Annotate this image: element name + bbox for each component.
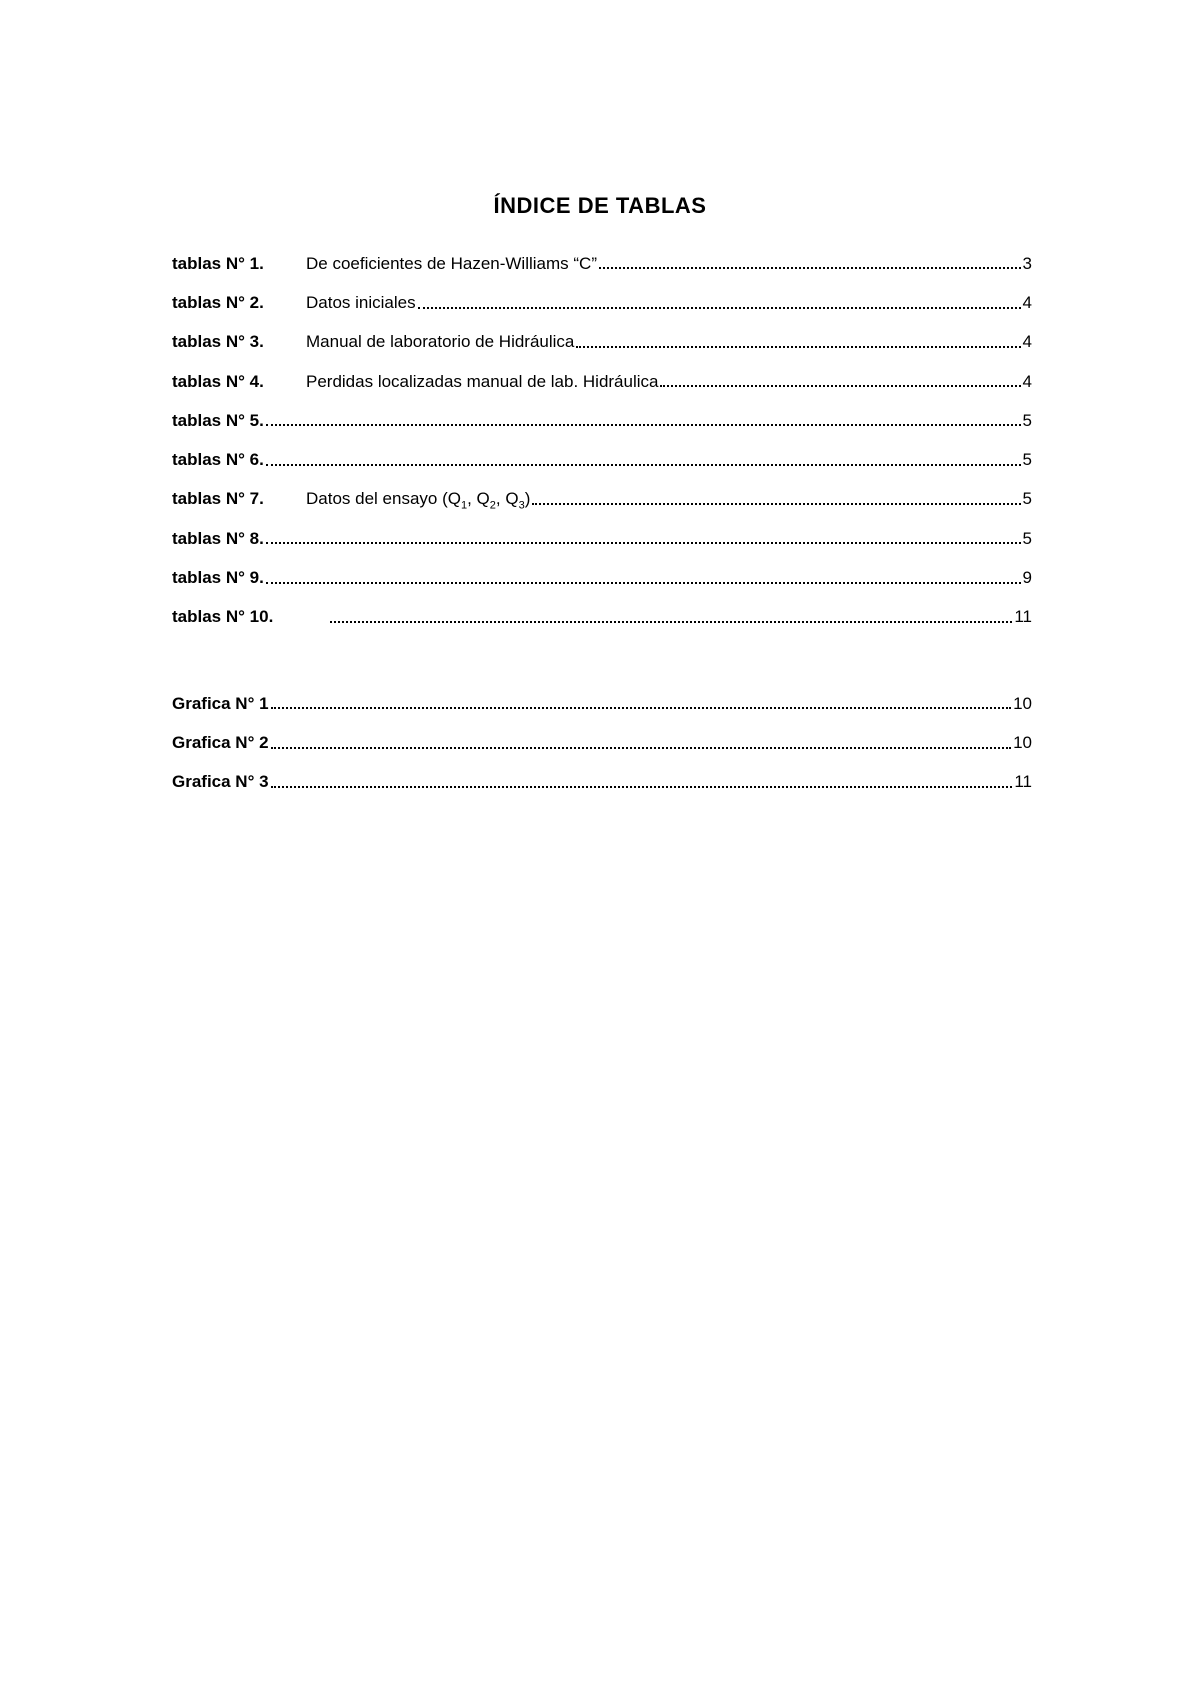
dot-leader (266, 581, 1021, 584)
toc-entry-page-number: 4 (1022, 332, 1032, 352)
graph-index-list (172, 684, 1032, 802)
toc-entry-page-number: 10 (1013, 693, 1032, 713)
table-index-list (172, 244, 1032, 637)
toc-entry-table-8[interactable] (172, 519, 1032, 558)
dot-leader (266, 463, 1021, 466)
toc-entry-description (306, 489, 531, 512)
toc-entry-table-7[interactable] (172, 480, 1032, 519)
dot-leader (271, 785, 1013, 788)
toc-entry-page-number: 9 (1022, 568, 1032, 588)
toc-entry-page-number: 5 (1022, 489, 1032, 509)
toc-entry-page-number: 4 (1022, 292, 1032, 312)
toc-entry-description: Perdidas localizadas manual de lab. Hidráulica (306, 371, 659, 391)
toc-entry-label: tablas N° 7. (172, 489, 264, 509)
toc-entry-label: tablas N° 8. (172, 528, 264, 548)
toc-entry-graph-2[interactable] (172, 723, 1032, 762)
dot-leader (271, 746, 1012, 749)
page-title: ÍNDICE DE TABLAS (493, 193, 707, 218)
dot-leader (576, 345, 1020, 348)
toc-entry-description: Datos iniciales (306, 292, 416, 312)
toc-entry-label: Grafica N° 2 (172, 732, 269, 752)
toc-entry-label: tablas N° 6. (172, 450, 264, 470)
toc-entry-table-6[interactable] (172, 440, 1032, 479)
desc-suffix: ) (524, 489, 531, 509)
dot-leader (266, 423, 1021, 426)
toc-entry-label: tablas N° 5. (172, 410, 264, 430)
toc-entry-graph-3[interactable] (172, 763, 1032, 802)
subscript-3: 3 (518, 499, 525, 512)
toc-entry-description: Manual de laboratorio de Hidráulica (306, 332, 575, 352)
dot-leader (599, 266, 1021, 269)
desc-separator-1: , Q (467, 489, 490, 509)
toc-entry-table-10[interactable] (172, 598, 1032, 637)
subscript-1: 1 (460, 499, 468, 512)
desc-prefix: Datos del ensayo (Q (306, 489, 461, 509)
toc-entry-label: tablas N° 4. (172, 371, 264, 391)
subscript-2: 2 (489, 499, 496, 512)
toc-entry-page-number: 5 (1022, 450, 1032, 470)
toc-entry-table-9[interactable] (172, 558, 1032, 597)
dot-leader (532, 502, 1020, 505)
desc-separator-2: , Q (495, 489, 519, 509)
toc-entry-table-5[interactable] (172, 401, 1032, 440)
toc-entry-table-1[interactable] (172, 244, 1032, 283)
toc-entry-label: tablas N° 9. (172, 568, 264, 588)
dot-leader (330, 620, 1012, 623)
toc-entry-graph-1[interactable] (172, 684, 1032, 723)
toc-entry-page-number: 5 (1022, 410, 1032, 430)
toc-entry-label: Grafica N° 3 (172, 772, 269, 792)
toc-entry-page-number: 10 (1013, 732, 1032, 752)
toc-entry-description: De coeficientes de Hazen-Williams “C” (306, 253, 597, 273)
dot-leader (266, 541, 1021, 544)
toc-entry-page-number: 3 (1022, 253, 1032, 273)
toc-entry-table-2[interactable] (172, 283, 1032, 322)
toc-entry-label: tablas N° 3. (172, 332, 264, 352)
toc-entry-label: tablas N° 10. (172, 607, 274, 627)
toc-entry-label: tablas N° 2. (172, 292, 264, 312)
dot-leader (271, 706, 1012, 709)
dot-leader (418, 306, 1021, 309)
toc-entry-page-number: 11 (1014, 772, 1032, 792)
dot-leader (660, 384, 1020, 387)
toc-entry-label: tablas N° 1. (172, 253, 264, 273)
toc-entry-table-3[interactable] (172, 323, 1032, 362)
toc-entry-label: Grafica N° 1 (172, 693, 269, 713)
toc-entry-page-number: 11 (1014, 607, 1032, 627)
toc-entry-page-number: 5 (1022, 528, 1032, 548)
toc-entry-table-4[interactable] (172, 362, 1032, 401)
toc-entry-page-number: 4 (1022, 371, 1032, 391)
